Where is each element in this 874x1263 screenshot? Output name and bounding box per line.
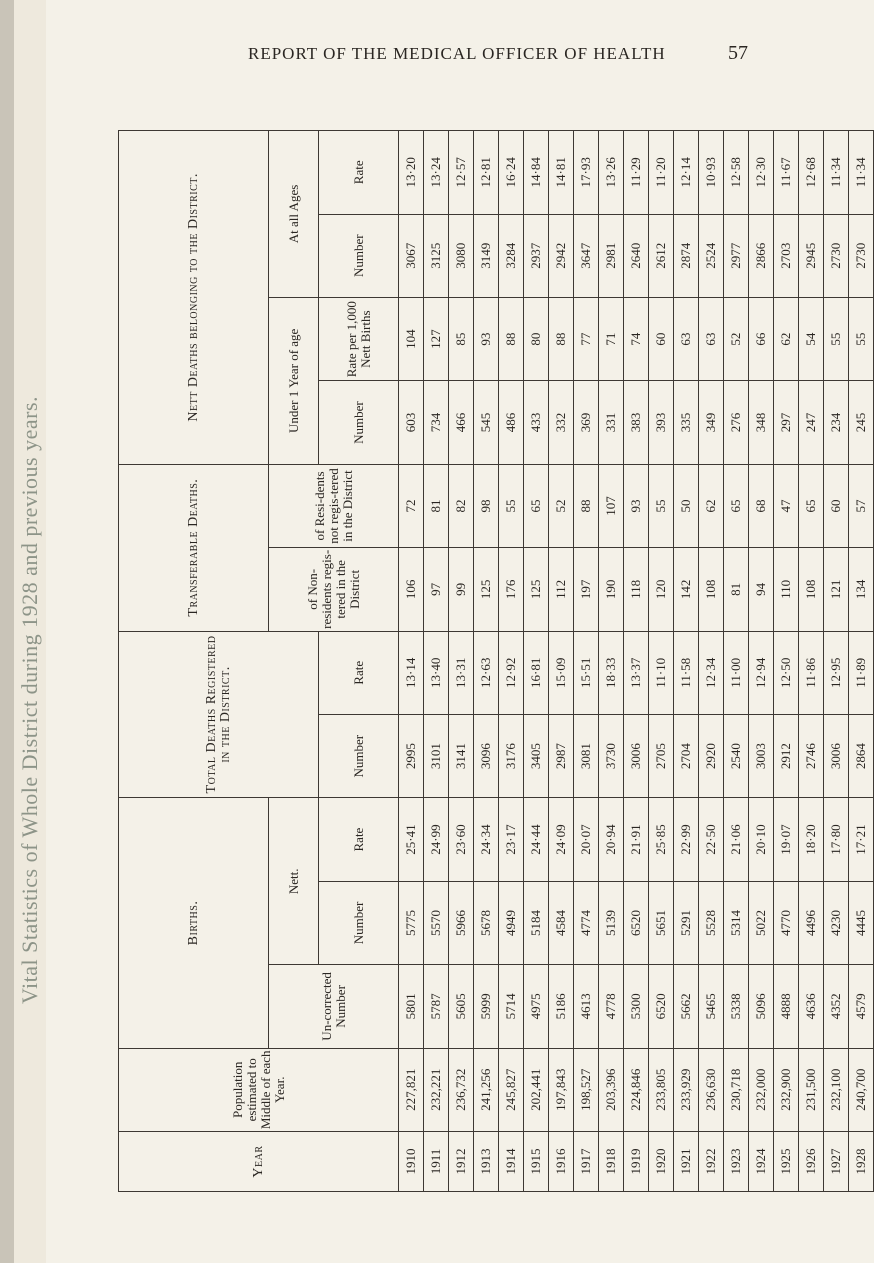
cell-population: 233,929 bbox=[674, 1048, 699, 1131]
cell-births-nett-rate: 24·99 bbox=[424, 798, 449, 881]
cell-year: 1924 bbox=[749, 1132, 774, 1192]
cell-births-nett-rate: 21·91 bbox=[624, 798, 649, 881]
cell-transfer-res: 81 bbox=[424, 464, 449, 547]
cell-deaths-total-rate: 15·09 bbox=[549, 631, 574, 714]
col-births: Births. bbox=[119, 798, 269, 1048]
cell-population: 197,843 bbox=[549, 1048, 574, 1131]
cell-under1-number: 466 bbox=[449, 381, 474, 464]
cell-deaths-total-number: 3096 bbox=[474, 714, 499, 797]
cell-births-nett-rate: 17·21 bbox=[849, 798, 874, 881]
col-transferable: Transferable Deaths. bbox=[119, 464, 269, 631]
cell-transfer-non-res: 118 bbox=[624, 548, 649, 631]
cell-transfer-non-res: 110 bbox=[774, 548, 799, 631]
cell-deaths-total-rate: 18·33 bbox=[599, 631, 624, 714]
cell-transfer-non-res: 142 bbox=[674, 548, 699, 631]
cell-deaths-total-rate: 12·94 bbox=[749, 631, 774, 714]
col-all-ages: At all Ages bbox=[269, 131, 319, 298]
cell-year: 1917 bbox=[574, 1132, 599, 1192]
cell-deaths-total-rate: 13·40 bbox=[424, 631, 449, 714]
cell-under1-number: 348 bbox=[749, 381, 774, 464]
cell-deaths-total-number: 2920 bbox=[699, 714, 724, 797]
col-deaths-rate: Rate bbox=[319, 631, 399, 714]
cell-births-nett-rate: 21·06 bbox=[724, 798, 749, 881]
col-total-deaths: Total Deaths Registered in the District. bbox=[119, 631, 319, 798]
cell-year: 1910 bbox=[399, 1132, 424, 1192]
cell-births-uncorrected: 4636 bbox=[799, 965, 824, 1048]
cell-transfer-res: 98 bbox=[474, 464, 499, 547]
cell-population: 241,256 bbox=[474, 1048, 499, 1131]
cell-year: 1928 bbox=[849, 1132, 874, 1192]
cell-under1-rate: 52 bbox=[724, 297, 749, 380]
cell-transfer-non-res: 190 bbox=[599, 548, 624, 631]
col-under1-number: Number bbox=[319, 381, 399, 464]
cell-all-rate: 12·14 bbox=[674, 131, 699, 215]
cell-under1-rate: 63 bbox=[674, 297, 699, 380]
cell-under1-rate: 54 bbox=[799, 297, 824, 380]
cell-transfer-non-res: 106 bbox=[399, 548, 424, 631]
col-year: Year bbox=[119, 1132, 399, 1192]
cell-births-nett-rate: 22·99 bbox=[674, 798, 699, 881]
cell-deaths-total-rate: 13·14 bbox=[399, 631, 424, 714]
cell-year: 1925 bbox=[774, 1132, 799, 1192]
cell-under1-number: 297 bbox=[774, 381, 799, 464]
cell-year: 1923 bbox=[724, 1132, 749, 1192]
cell-births-uncorrected: 5662 bbox=[674, 965, 699, 1048]
cell-births-uncorrected: 5999 bbox=[474, 965, 499, 1048]
cell-all-number: 2874 bbox=[674, 214, 699, 297]
table-row bbox=[574, 131, 599, 1192]
cell-births-uncorrected: 5801 bbox=[399, 965, 424, 1048]
cell-under1-rate: 55 bbox=[849, 297, 874, 380]
cell-under1-number: 245 bbox=[849, 381, 874, 464]
cell-deaths-total-number: 2912 bbox=[774, 714, 799, 797]
cell-births-nett-rate: 23·17 bbox=[499, 798, 524, 881]
cell-transfer-res: 65 bbox=[724, 464, 749, 547]
cell-deaths-total-rate: 16·81 bbox=[524, 631, 549, 714]
cell-year: 1915 bbox=[524, 1132, 549, 1192]
cell-births-uncorrected: 5605 bbox=[449, 965, 474, 1048]
cell-year: 1922 bbox=[699, 1132, 724, 1192]
cell-population: 224,846 bbox=[624, 1048, 649, 1131]
cell-all-rate: 13·20 bbox=[399, 131, 424, 215]
cell-under1-number: 335 bbox=[674, 381, 699, 464]
cell-all-rate: 13·26 bbox=[599, 131, 624, 215]
cell-all-rate: 10·93 bbox=[699, 131, 724, 215]
cell-transfer-res: 107 bbox=[599, 464, 624, 547]
cell-all-number: 3149 bbox=[474, 214, 499, 297]
cell-all-number: 3080 bbox=[449, 214, 474, 297]
cell-transfer-non-res: 99 bbox=[449, 548, 474, 631]
cell-under1-number: 234 bbox=[824, 381, 849, 464]
cell-population: 227,821 bbox=[399, 1048, 424, 1131]
cell-under1-rate: 88 bbox=[499, 297, 524, 380]
cell-all-rate: 11·67 bbox=[774, 131, 799, 215]
cell-deaths-total-number: 3006 bbox=[824, 714, 849, 797]
cell-transfer-res: 55 bbox=[499, 464, 524, 547]
cell-deaths-total-rate: 11·10 bbox=[649, 631, 674, 714]
cell-births-nett-number: 5022 bbox=[749, 881, 774, 964]
cell-under1-number: 331 bbox=[599, 381, 624, 464]
cell-all-rate: 17·93 bbox=[574, 131, 599, 215]
cell-births-nett-number: 5651 bbox=[649, 881, 674, 964]
table-row bbox=[524, 131, 549, 1192]
cell-transfer-non-res: 121 bbox=[824, 548, 849, 631]
cell-births-nett-number: 5314 bbox=[724, 881, 749, 964]
cell-deaths-total-rate: 12·63 bbox=[474, 631, 499, 714]
cell-transfer-res: 72 bbox=[399, 464, 424, 547]
cell-births-uncorrected: 5186 bbox=[549, 965, 574, 1048]
cell-all-number: 2730 bbox=[849, 214, 874, 297]
cell-year: 1926 bbox=[799, 1132, 824, 1192]
cell-deaths-total-number: 3141 bbox=[449, 714, 474, 797]
cell-transfer-non-res: 108 bbox=[699, 548, 724, 631]
cell-transfer-res: 65 bbox=[799, 464, 824, 547]
cell-deaths-total-number: 3003 bbox=[749, 714, 774, 797]
cell-transfer-res: 47 bbox=[774, 464, 799, 547]
col-nett-deaths: Nett Deaths belonging to the District. bbox=[119, 131, 269, 465]
table-row bbox=[474, 131, 499, 1192]
cell-under1-number: 276 bbox=[724, 381, 749, 464]
cell-all-number: 2524 bbox=[699, 214, 724, 297]
table-row bbox=[424, 131, 449, 1192]
cell-all-number: 2981 bbox=[599, 214, 624, 297]
cell-deaths-total-number: 3081 bbox=[574, 714, 599, 797]
cell-births-uncorrected: 6520 bbox=[649, 965, 674, 1048]
cell-births-nett-number: 4230 bbox=[824, 881, 849, 964]
cell-under1-rate: 71 bbox=[599, 297, 624, 380]
cell-under1-number: 332 bbox=[549, 381, 574, 464]
cell-under1-rate: 55 bbox=[824, 297, 849, 380]
col-births-number: Number bbox=[319, 881, 399, 964]
table-row bbox=[624, 131, 649, 1192]
col-deaths-number: Number bbox=[319, 714, 399, 797]
cell-year: 1919 bbox=[624, 1132, 649, 1192]
cell-births-nett-number: 4774 bbox=[574, 881, 599, 964]
cell-births-nett-number: 5291 bbox=[674, 881, 699, 964]
col-population: Population estimated to Middle of each Year. bbox=[119, 1048, 399, 1131]
cell-deaths-total-rate: 11·00 bbox=[724, 631, 749, 714]
cell-all-rate: 13·24 bbox=[424, 131, 449, 215]
cell-under1-rate: 77 bbox=[574, 297, 599, 380]
cell-transfer-res: 50 bbox=[674, 464, 699, 547]
cell-births-nett-rate: 18·20 bbox=[799, 798, 824, 881]
cell-population: 236,630 bbox=[699, 1048, 724, 1131]
vital-statistics-table bbox=[118, 130, 874, 1192]
cell-transfer-non-res: 134 bbox=[849, 548, 874, 631]
cell-births-uncorrected: 4778 bbox=[599, 965, 624, 1048]
cell-under1-rate: 60 bbox=[649, 297, 674, 380]
cell-all-rate: 14·81 bbox=[549, 131, 574, 215]
table-row bbox=[499, 131, 524, 1192]
cell-under1-number: 369 bbox=[574, 381, 599, 464]
cell-deaths-total-number: 3101 bbox=[424, 714, 449, 797]
cell-all-number: 2945 bbox=[799, 214, 824, 297]
cell-under1-number: 545 bbox=[474, 381, 499, 464]
cell-deaths-total-rate: 13·37 bbox=[624, 631, 649, 714]
cell-under1-number: 247 bbox=[799, 381, 824, 464]
table-row bbox=[824, 131, 849, 1192]
cell-births-nett-rate: 24·34 bbox=[474, 798, 499, 881]
page-header bbox=[0, 38, 800, 68]
cell-transfer-non-res: 120 bbox=[649, 548, 674, 631]
cell-deaths-total-number: 2540 bbox=[724, 714, 749, 797]
cell-deaths-total-number: 2705 bbox=[649, 714, 674, 797]
cell-under1-rate: 80 bbox=[524, 297, 549, 380]
cell-all-rate: 11·29 bbox=[624, 131, 649, 215]
cell-births-nett-rate: 23·60 bbox=[449, 798, 474, 881]
cell-all-number: 2640 bbox=[624, 214, 649, 297]
table-row bbox=[399, 131, 424, 1192]
cell-deaths-total-number: 3176 bbox=[499, 714, 524, 797]
side-title: Vital Statistics of Whole District during 1928 and previous years. bbox=[17, 395, 42, 1005]
col-uncorrected: Un-corrected Number bbox=[269, 965, 399, 1048]
cell-births-nett-rate: 25·85 bbox=[649, 798, 674, 881]
cell-births-uncorrected: 5338 bbox=[724, 965, 749, 1048]
cell-births-nett-rate: 19·07 bbox=[774, 798, 799, 881]
cell-births-uncorrected: 5096 bbox=[749, 965, 774, 1048]
cell-population: 245,827 bbox=[499, 1048, 524, 1131]
cell-under1-rate: 63 bbox=[699, 297, 724, 380]
cell-transfer-non-res: 197 bbox=[574, 548, 599, 631]
cell-transfer-non-res: 94 bbox=[749, 548, 774, 631]
cell-under1-number: 433 bbox=[524, 381, 549, 464]
cell-births-nett-number: 5139 bbox=[599, 881, 624, 964]
col-under1-rate: Rate per 1,000 Nett Births bbox=[319, 297, 399, 380]
cell-births-nett-number: 5184 bbox=[524, 881, 549, 964]
cell-transfer-non-res: 108 bbox=[799, 548, 824, 631]
cell-births-nett-number: 4445 bbox=[849, 881, 874, 964]
cell-population: 230,718 bbox=[724, 1048, 749, 1131]
cell-births-nett-number: 4496 bbox=[799, 881, 824, 964]
cell-all-rate: 14·84 bbox=[524, 131, 549, 215]
cell-under1-rate: 93 bbox=[474, 297, 499, 380]
cell-deaths-total-rate: 15·51 bbox=[574, 631, 599, 714]
cell-deaths-total-rate: 11·58 bbox=[674, 631, 699, 714]
cell-births-nett-number: 5528 bbox=[699, 881, 724, 964]
col-all-rate: Rate bbox=[319, 131, 399, 215]
cell-transfer-non-res: 97 bbox=[424, 548, 449, 631]
cell-births-nett-number: 4949 bbox=[499, 881, 524, 964]
cell-transfer-res: 65 bbox=[524, 464, 549, 547]
cell-all-rate: 12·30 bbox=[749, 131, 774, 215]
cell-under1-number: 393 bbox=[649, 381, 674, 464]
cell-births-nett-rate: 17·80 bbox=[824, 798, 849, 881]
cell-all-rate: 12·58 bbox=[724, 131, 749, 215]
table-row bbox=[449, 131, 474, 1192]
cell-deaths-total-number: 3405 bbox=[524, 714, 549, 797]
cell-deaths-total-number: 3006 bbox=[624, 714, 649, 797]
cell-transfer-res: 55 bbox=[649, 464, 674, 547]
col-nett: Nett. bbox=[269, 798, 319, 965]
cell-population: 233,805 bbox=[649, 1048, 674, 1131]
cell-all-rate: 11·34 bbox=[849, 131, 874, 215]
cell-births-nett-number: 5678 bbox=[474, 881, 499, 964]
cell-under1-rate: 74 bbox=[624, 297, 649, 380]
table-row bbox=[724, 131, 749, 1192]
table-row bbox=[799, 131, 824, 1192]
cell-births-uncorrected: 5465 bbox=[699, 965, 724, 1048]
cell-year: 1916 bbox=[549, 1132, 574, 1192]
cell-year: 1913 bbox=[474, 1132, 499, 1192]
cell-all-number: 2612 bbox=[649, 214, 674, 297]
cell-all-number: 3647 bbox=[574, 214, 599, 297]
cell-births-uncorrected: 5714 bbox=[499, 965, 524, 1048]
table-row bbox=[599, 131, 624, 1192]
cell-all-rate: 16·24 bbox=[499, 131, 524, 215]
cell-transfer-res: 60 bbox=[824, 464, 849, 547]
book-spine bbox=[0, 0, 14, 1263]
cell-births-nett-rate: 20·07 bbox=[574, 798, 599, 881]
col-residents: of Resi-dents not regis-tered in the District bbox=[269, 464, 399, 547]
cell-transfer-res: 68 bbox=[749, 464, 774, 547]
cell-population: 203,396 bbox=[599, 1048, 624, 1131]
cell-transfer-res: 93 bbox=[624, 464, 649, 547]
table-row bbox=[774, 131, 799, 1192]
cell-births-uncorrected: 4888 bbox=[774, 965, 799, 1048]
cell-population: 232,100 bbox=[824, 1048, 849, 1131]
cell-transfer-res: 82 bbox=[449, 464, 474, 547]
cell-all-number: 3067 bbox=[399, 214, 424, 297]
cell-all-number: 2703 bbox=[774, 214, 799, 297]
cell-all-number: 2730 bbox=[824, 214, 849, 297]
cell-year: 1921 bbox=[674, 1132, 699, 1192]
cell-all-rate: 11·20 bbox=[649, 131, 674, 215]
cell-year: 1914 bbox=[499, 1132, 524, 1192]
cell-transfer-non-res: 125 bbox=[474, 548, 499, 631]
cell-all-rate: 12·68 bbox=[799, 131, 824, 215]
cell-under1-number: 349 bbox=[699, 381, 724, 464]
cell-all-number: 2977 bbox=[724, 214, 749, 297]
cell-all-number: 3125 bbox=[424, 214, 449, 297]
cell-population: 232,900 bbox=[774, 1048, 799, 1131]
cell-under1-number: 603 bbox=[399, 381, 424, 464]
cell-deaths-total-rate: 12·50 bbox=[774, 631, 799, 714]
cell-year: 1911 bbox=[424, 1132, 449, 1192]
cell-under1-rate: 104 bbox=[399, 297, 424, 380]
cell-transfer-non-res: 112 bbox=[549, 548, 574, 631]
cell-transfer-non-res: 81 bbox=[724, 548, 749, 631]
cell-deaths-total-rate: 12·95 bbox=[824, 631, 849, 714]
page-number: 57 bbox=[728, 42, 748, 64]
page-title: REPORT OF THE MEDICAL OFFICER OF HEALTH bbox=[248, 44, 666, 63]
cell-year: 1918 bbox=[599, 1132, 624, 1192]
cell-under1-rate: 66 bbox=[749, 297, 774, 380]
cell-deaths-total-rate: 13·31 bbox=[449, 631, 474, 714]
cell-deaths-total-rate: 11·89 bbox=[849, 631, 874, 714]
cell-under1-rate: 88 bbox=[549, 297, 574, 380]
col-all-number: Number bbox=[319, 214, 399, 297]
cell-births-uncorrected: 5300 bbox=[624, 965, 649, 1048]
cell-year: 1920 bbox=[649, 1132, 674, 1192]
cell-births-nett-number: 5775 bbox=[399, 881, 424, 964]
cell-population: 202,441 bbox=[524, 1048, 549, 1131]
cell-births-uncorrected: 4613 bbox=[574, 965, 599, 1048]
cell-births-uncorrected: 4352 bbox=[824, 965, 849, 1048]
cell-all-rate: 12·81 bbox=[474, 131, 499, 215]
cell-deaths-total-number: 2995 bbox=[399, 714, 424, 797]
cell-population: 198,527 bbox=[574, 1048, 599, 1131]
statistics-table-wrapper bbox=[118, 130, 868, 1192]
col-births-rate: Rate bbox=[319, 798, 399, 881]
table-body bbox=[399, 131, 874, 1192]
cell-all-number: 2866 bbox=[749, 214, 774, 297]
cell-transfer-non-res: 176 bbox=[499, 548, 524, 631]
cell-births-nett-number: 5570 bbox=[424, 881, 449, 964]
table-row bbox=[749, 131, 774, 1192]
cell-transfer-res: 88 bbox=[574, 464, 599, 547]
cell-births-nett-number: 5966 bbox=[449, 881, 474, 964]
cell-deaths-total-number: 3730 bbox=[599, 714, 624, 797]
cell-year: 1912 bbox=[449, 1132, 474, 1192]
cell-births-nett-number: 6520 bbox=[624, 881, 649, 964]
cell-transfer-res: 57 bbox=[849, 464, 874, 547]
table-row bbox=[674, 131, 699, 1192]
cell-births-nett-number: 4584 bbox=[549, 881, 574, 964]
cell-all-number: 2942 bbox=[549, 214, 574, 297]
cell-population: 232,000 bbox=[749, 1048, 774, 1131]
cell-births-nett-rate: 20·10 bbox=[749, 798, 774, 881]
cell-births-uncorrected: 5787 bbox=[424, 965, 449, 1048]
cell-population: 231,500 bbox=[799, 1048, 824, 1131]
cell-under1-rate: 85 bbox=[449, 297, 474, 380]
cell-births-nett-rate: 24·44 bbox=[524, 798, 549, 881]
col-under1: Under 1 Year of age bbox=[269, 297, 319, 464]
cell-deaths-total-number: 2704 bbox=[674, 714, 699, 797]
cell-deaths-total-number: 2864 bbox=[849, 714, 874, 797]
cell-births-uncorrected: 4579 bbox=[849, 965, 874, 1048]
cell-population: 240,700 bbox=[849, 1048, 874, 1131]
cell-transfer-non-res: 125 bbox=[524, 548, 549, 631]
cell-under1-rate: 127 bbox=[424, 297, 449, 380]
cell-year: 1927 bbox=[824, 1132, 849, 1192]
cell-deaths-total-number: 2746 bbox=[799, 714, 824, 797]
cell-transfer-res: 52 bbox=[549, 464, 574, 547]
cell-births-nett-rate: 25·41 bbox=[399, 798, 424, 881]
col-non-residents: of Non-residents regis-tered in the District bbox=[269, 548, 399, 631]
cell-under1-number: 734 bbox=[424, 381, 449, 464]
cell-population: 236,732 bbox=[449, 1048, 474, 1131]
cell-deaths-total-rate: 12·34 bbox=[699, 631, 724, 714]
cell-deaths-total-rate: 11·86 bbox=[799, 631, 824, 714]
cell-births-uncorrected: 4975 bbox=[524, 965, 549, 1048]
table-row bbox=[549, 131, 574, 1192]
cell-all-rate: 12·57 bbox=[449, 131, 474, 215]
cell-under1-rate: 62 bbox=[774, 297, 799, 380]
cell-population: 232,221 bbox=[424, 1048, 449, 1131]
cell-under1-number: 486 bbox=[499, 381, 524, 464]
cell-transfer-res: 62 bbox=[699, 464, 724, 547]
cell-births-nett-rate: 24·09 bbox=[549, 798, 574, 881]
cell-births-nett-rate: 20·94 bbox=[599, 798, 624, 881]
cell-deaths-total-rate: 12·92 bbox=[499, 631, 524, 714]
cell-births-nett-number: 4770 bbox=[774, 881, 799, 964]
cell-all-number: 3284 bbox=[499, 214, 524, 297]
table-row bbox=[849, 131, 874, 1192]
table-row bbox=[649, 131, 674, 1192]
table-row bbox=[699, 131, 724, 1192]
cell-under1-number: 383 bbox=[624, 381, 649, 464]
cell-all-rate: 11·34 bbox=[824, 131, 849, 215]
cell-deaths-total-number: 2987 bbox=[549, 714, 574, 797]
cell-births-nett-rate: 22·50 bbox=[699, 798, 724, 881]
cell-all-number: 2937 bbox=[524, 214, 549, 297]
